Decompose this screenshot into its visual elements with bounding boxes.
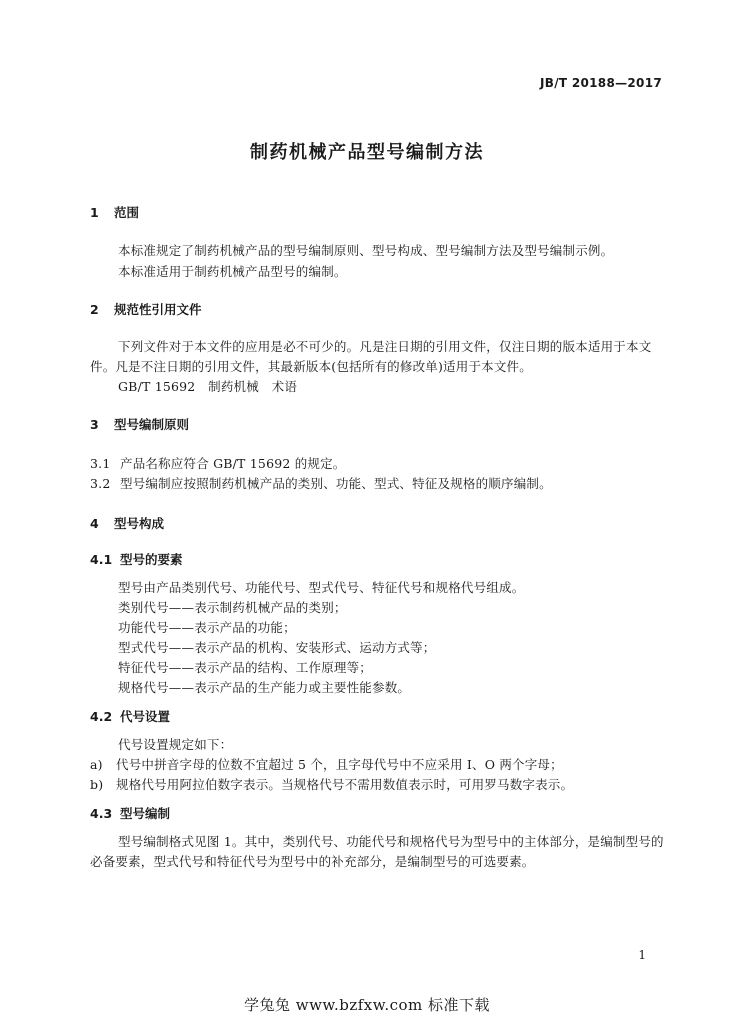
list-text: 规格代号用阿拉伯数字表示。当规格代号不需用数值表示时，可用罗马数字表示。 bbox=[116, 777, 574, 792]
list-item-b bbox=[90, 775, 573, 793]
subsection-4-3-heading bbox=[90, 804, 170, 822]
section-1-heading bbox=[90, 203, 139, 221]
section-title: 型号构成 bbox=[114, 516, 165, 531]
footer-watermark: 学兔兔 www.bzfxw.com 标准下载 bbox=[243, 996, 491, 1014]
section-number: 2 bbox=[90, 302, 99, 317]
subsection-title: 代号设置 bbox=[120, 709, 171, 724]
clause-3-1 bbox=[90, 454, 346, 472]
section-3-heading bbox=[90, 415, 189, 433]
list-marker: b) bbox=[90, 777, 104, 792]
list-item: 型式代号——表示产品的机构、安装形式、运动方式等； bbox=[118, 640, 436, 655]
paragraph: 代号设置规定如下： bbox=[118, 737, 233, 752]
normative-reference: GB/T 15692 制药机械 术语 bbox=[118, 379, 298, 394]
section-number: 1 bbox=[90, 205, 99, 220]
paragraph: 下列文件对于本文件的应用是必不可少的。凡是注日期的引用文件，仅注日期的版本适用于本文 bbox=[118, 339, 652, 354]
list-item: 特征代号——表示产品的结构、工作原理等； bbox=[118, 660, 373, 675]
list-item: 功能代号——表示产品的功能； bbox=[118, 620, 296, 635]
list-item-a bbox=[90, 755, 563, 773]
section-title: 规范性引用文件 bbox=[114, 302, 202, 317]
paragraph: 型号由产品类别代号、功能代号、型式代号、特征代号和规格代号组成。 bbox=[118, 580, 525, 595]
section-number: 4 bbox=[90, 516, 99, 531]
list-item: 规格代号——表示产品的生产能力或主要性能参数。 bbox=[118, 680, 411, 695]
list-item: 类别代号——表示制药机械产品的类别； bbox=[118, 600, 347, 615]
paragraph: 件。凡是不注日期的引用文件，其最新版本(包括所有的修改单)适用于本文件。 bbox=[90, 359, 532, 374]
subsection-number: 4.1 bbox=[90, 552, 113, 567]
subsection-4-2-heading bbox=[90, 707, 170, 725]
clause-number: 3.1 bbox=[90, 456, 111, 471]
paragraph: 本标准规定了制药机械产品的型号编制原则、型号构成、型号编制方法及型号编制示例。 bbox=[118, 243, 614, 258]
section-title: 型号编制原则 bbox=[114, 417, 190, 432]
paragraph: 型号编制格式见图 1。其中，类别代号、功能代号和规格代号为型号中的主体部分，是编制型号的 bbox=[118, 834, 664, 849]
section-2-heading bbox=[90, 300, 202, 318]
paragraph: 必备要素，型式代号和特征代号为型号中的补充部分，是编制型号的可选要素。 bbox=[90, 854, 535, 869]
section-4-heading bbox=[90, 514, 164, 532]
subsection-number: 4.3 bbox=[90, 806, 113, 821]
subsection-title: 型号编制 bbox=[120, 806, 171, 821]
subsection-4-1-heading bbox=[90, 550, 183, 568]
subsection-title: 型号的要素 bbox=[120, 552, 183, 567]
clause-text: 产品名称应符合 GB/T 15692 的规定。 bbox=[120, 456, 346, 471]
page-number: 1 bbox=[638, 948, 646, 962]
list-text: 代号中拼音字母的位数不宜超过 5 个，且字母代号中不应采用 I、O 两个字母； bbox=[116, 757, 563, 772]
clause-3-2 bbox=[90, 474, 552, 492]
clause-number: 3.2 bbox=[90, 476, 111, 491]
subsection-number: 4.2 bbox=[90, 709, 113, 724]
section-number: 3 bbox=[90, 417, 99, 432]
paragraph: 本标准适用于制药机械产品型号的编制。 bbox=[118, 264, 347, 279]
section-title: 范围 bbox=[114, 205, 140, 220]
page-title: 制药机械产品型号编制方法 bbox=[250, 142, 484, 163]
list-marker: a) bbox=[90, 757, 103, 772]
standard-code: JB/T 20188—2017 bbox=[539, 76, 662, 90]
clause-text: 型号编制应按照制药机械产品的类别、功能、型式、特征及规格的顺序编制。 bbox=[120, 476, 552, 491]
